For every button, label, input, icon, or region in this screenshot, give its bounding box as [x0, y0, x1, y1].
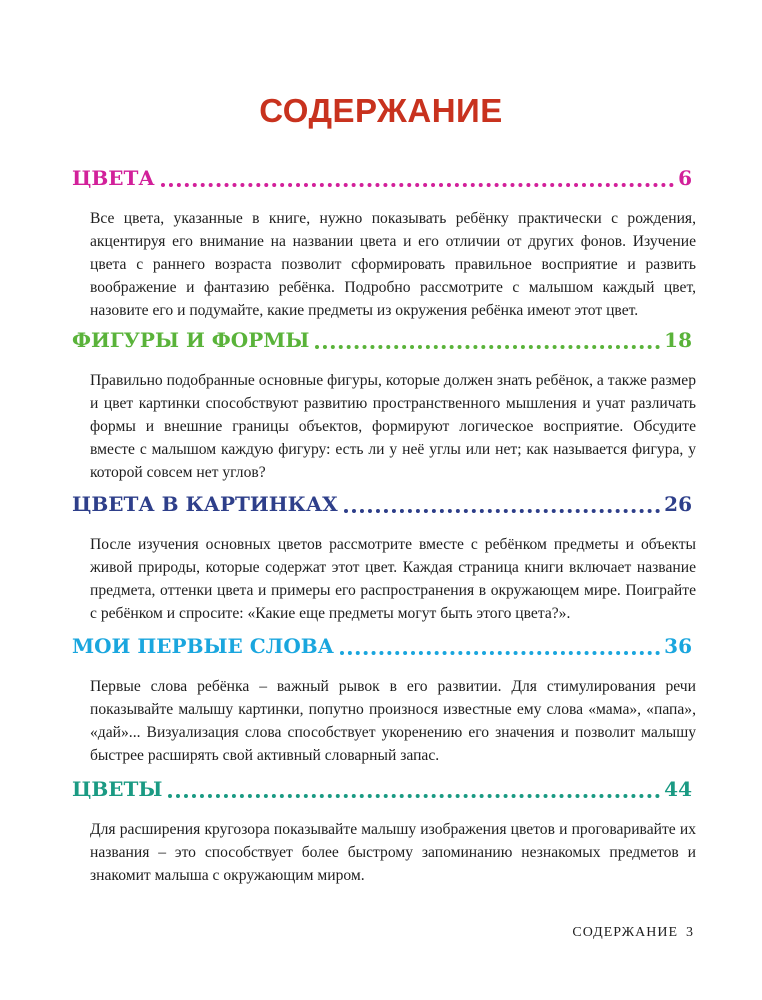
section-description: Все цвета, указанные в книге, нужно показывать ребёнку практически с рождения, акцентируя его внимание на названии цвета и его отличии от других фонов. Изучение цвета с раннего возраста позволит сформировать правильное восприятие и развить воображение и фантазию ребёнка. Подробно рассмотрите с малышом каждый цвет, назовите его и подумайте, какие предметы из окружения ребёнка имеют этот цвет.: [90, 210, 696, 319]
toc-entry-title: ЦВЕТА: [72, 166, 155, 190]
toc-entry-page-number: 26: [664, 492, 692, 516]
toc-entry-page-number: 44: [664, 777, 692, 801]
toc-entry-page-number: 6: [678, 166, 692, 190]
section-description: Для расширения кругозора показывайте малышу изображения цветов и проговаривайте их названия – это способствует более быстрому запоминанию незнакомых предметов и знакомит малыша с окружающим миром.: [90, 821, 696, 884]
toc-entry-page-number: 36: [664, 634, 692, 658]
toc-entry[interactable]: [72, 774, 692, 804]
dot-leader: [344, 509, 660, 513]
page-footer: [0, 925, 694, 941]
dot-leader: [161, 183, 674, 187]
toc-section-colors-in-pictures: [72, 489, 696, 625]
section-description: После изучения основных цветов рассмотрите вместе с ребёнком предметы и объекты живой природы, которые содержат этот цвет. Каждая страница книги включает название предмета, оттенки цвета и примеры его распространения в окружающем мире. Поиграйте с ребёнком и спросите: «Какие еще предметы могут быть этого цвета?».: [90, 536, 696, 622]
section-description: Первые слова ребёнка – важный рывок в его развитии. Для стимулирования речи показывайте малышу картинки, попутно произнося известные ему слова «мама», «папа», «дай»... Визуализация слова способствует укоренению его значения и позволит малышу быстрее расширять свой активный словарный запас.: [90, 678, 696, 764]
toc-entry[interactable]: [72, 163, 692, 193]
toc-section-colors: [72, 163, 696, 322]
toc-entry-title: ЦВЕТА В КАРТИНКАХ: [72, 492, 338, 516]
toc-section-flowers: [72, 774, 696, 887]
footer-page-number: 3: [686, 925, 694, 940]
toc-section-first-words: [72, 631, 696, 767]
toc-entry[interactable]: [72, 631, 692, 661]
toc-entry[interactable]: [72, 325, 692, 355]
footer-label: СОДЕРЖАНИЕ: [572, 925, 678, 940]
toc-entry-title: МОИ ПЕРВЫЕ СЛОВА: [72, 634, 334, 658]
dot-leader: [168, 794, 660, 798]
toc-section-shapes: [72, 325, 696, 484]
toc-entry-title: ФИГУРЫ И ФОРМЫ: [72, 328, 310, 352]
toc-entry-page-number: 18: [664, 328, 692, 352]
toc-entry-title: ЦВЕТЫ: [72, 777, 163, 801]
dot-leader: [340, 651, 660, 655]
dot-leader: [315, 345, 660, 349]
toc-entry[interactable]: [72, 489, 692, 519]
section-description: Правильно подобранные основные фигуры, которые должен знать ребёнок, а также размер и цвет картинки способствуют развитию пространственного мышления и учат различать формы и внешние границы объектов, формируют логическое восприятие. Обсудите вместе с малышом каждую фигуру: есть ли у неё углы или нет; как называется фигура, у которой совсем нет углов?: [90, 372, 696, 481]
page-title: СОДЕРЖАНИЕ: [259, 92, 503, 129]
